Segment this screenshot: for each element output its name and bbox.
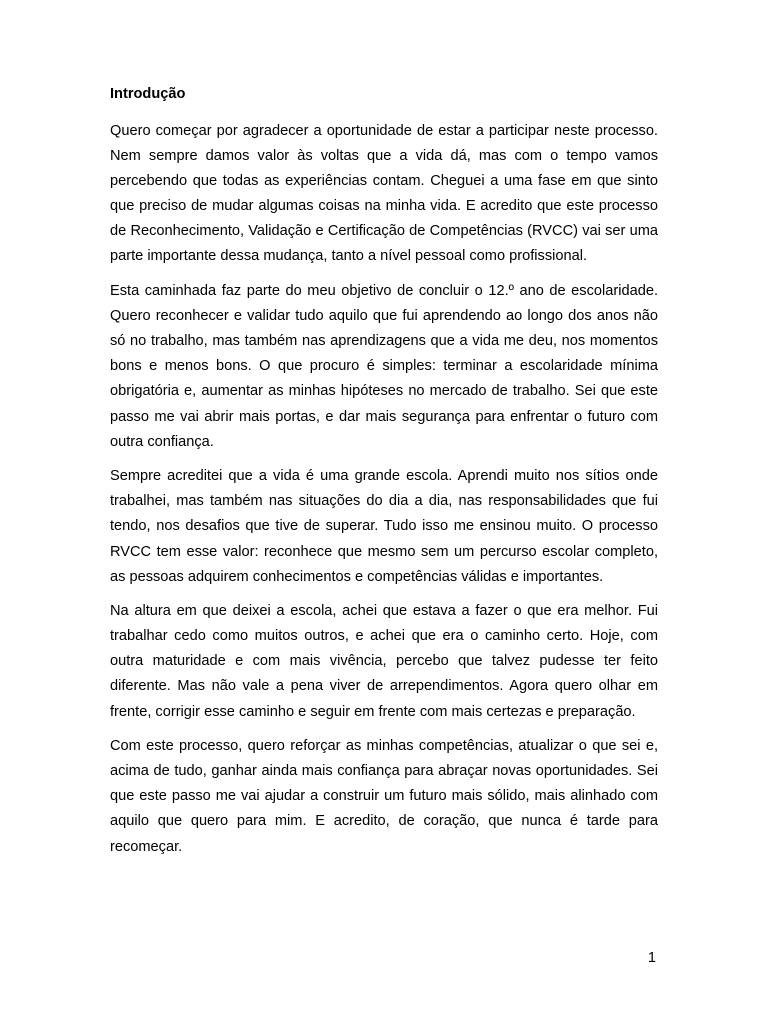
section-heading: Introdução xyxy=(110,86,186,102)
paragraph-5: Com este processo, quero reforçar as minhas competências, atualizar o que sei e, acima de tudo, ganhar ainda mais confiança para abraçar novas oportunidades. Sei que este passo me vai ajudar a construir um futuro mais sólido, mais alinhado com aquilo que quero para mim. E acredito, de coração, que nunca é tarde para recomeçar. xyxy=(110,738,658,855)
paragraph-1: Quero começar por agradecer a oportunidade de estar a participar neste processo. Nem sempre damos valor às voltas que a vida dá, mas com o tempo vamos percebendo que todas as experiências contam. Cheguei a uma fase em que sinto que preciso de mudar algumas coisas na minha vida. E acredito que este processo de Reconhecimento, Validação e Certificação de Competências (RVCC) vai ser uma parte importante dessa mudança, tanto a nível pessoal como profissional. xyxy=(110,123,658,265)
paragraph-3: Sempre acreditei que a vida é uma grande escola. Aprendi muito nos sítios onde trabalhei, mas também nas situações do dia a dia, nas responsabilidades que fui tendo, nos desafios que tive de superar. Tudo isso me ensinou muito. O processo RVCC tem esse valor: reconhece que mesmo sem um percurso escolar completo, as pessoas adquirem conhecimentos e competências válidas e importantes. xyxy=(110,468,658,585)
paragraph-2: Esta caminhada faz parte do meu objetivo de concluir o 12.º ano de escolaridade. Quero reconhecer e validar tudo aquilo que fui aprendendo ao longo dos anos não só no trabalho, mas também nas aprendizagens que a vida me deu, nos momentos bons e menos bons. O que procuro é simples: terminar a escolaridade mínima obrigatória e, aumentar as minhas hipóteses no mercado de trabalho. Sei que este passo me vai abrir mais portas, e dar mais segurança para enfrentar o futuro com outra confiança. xyxy=(110,283,658,450)
page-number: 1 xyxy=(647,950,656,966)
paragraph-4: Na altura em que deixei a escola, achei que estava a fazer o que era melhor. Fui trabalhar cedo como muitos outros, e achei que era o caminho certo. Hoje, com outra maturidade e com mais vivência, percebo que talvez pudesse ter feito diferente. Mas não vale a pena viver de arrependimentos. Agora quero olhar em frente, corrigir esse caminho e seguir em frente com mais certezas e preparação. xyxy=(110,603,658,720)
document-body xyxy=(110,84,658,869)
